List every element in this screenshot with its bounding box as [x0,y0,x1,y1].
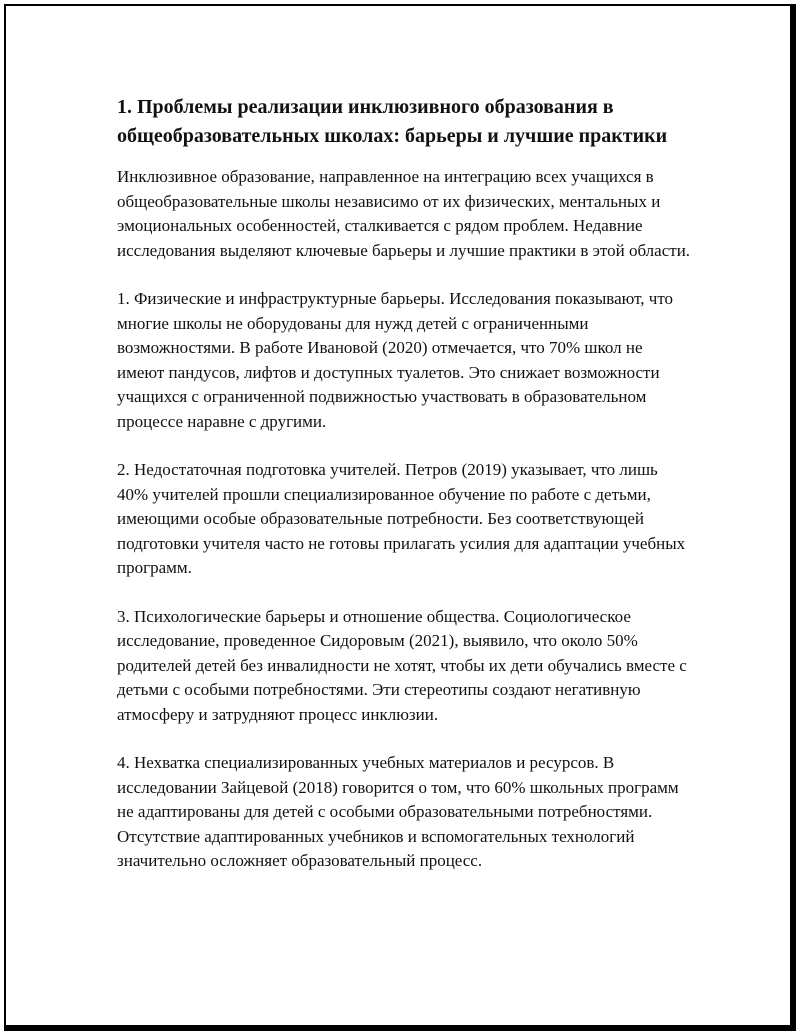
paragraph-materials-shortage: 4. Нехватка специализированных учебных материалов и ресурсов. В исследовании Зайцевой (2018) говорится о том, что 60% школьных программ не адаптированы для детей с особыми образовательными потребностями. Отсутствие адаптированных учебников и вспомогательных технологий значительно осложняет образовательный процесс. [117,753,679,870]
paragraph-physical-barriers: 1. Физические и инфраструктурные барьеры. Исследования показывают, что многие школы не оборудованы для нужд детей с ограниченными возможностями. В работе Ивановой (2020) отмечается, что 70% школ не имеют пандусов, лифтов и доступных туалетов. Это снижает возможности учащихся с ограниченной подвижностью участвовать в образовательном процессе наравне с другими. [117,289,674,431]
paragraph-teacher-training: 2. Недостаточная подготовка учителей. Петров (2019) указывает, что лишь 40% учителей прошли специализированное обучение по работе с детьми, имеющими особые образовательные потребности. Без соответствующей подготовки учителя часто не готовы прилагать усилия для адаптации учебных программ. [117,460,686,577]
paragraph-psychological-barriers: 3. Психологические барьеры и отношение общества. Социологическое исследование, проведенное Сидоровым (2021), выявило, что около 50% родителей детей без инвалидности не хотят, чтобы их дети обучались вместе с детьми с особыми потребностями. Эти стереотипы создают негативную атмосферу и затрудняют процесс инклюзии. [117,606,687,724]
section-title: 1. Проблемы реализации инклюзивного образования в общеобразовательных школах: барьеры и лучшие практики [117,96,668,147]
document-body [117,93,692,898]
intro-paragraph: Инклюзивное образование, направленное на интеграцию всех учащихся в общеобразовательные школы независимо от их физических, ментальных и эмоциональных особенностей, сталкивается с рядом проблем. Недавние исследования выделяют ключевые барьеры и лучшие практики в этой области. [117,167,691,260]
